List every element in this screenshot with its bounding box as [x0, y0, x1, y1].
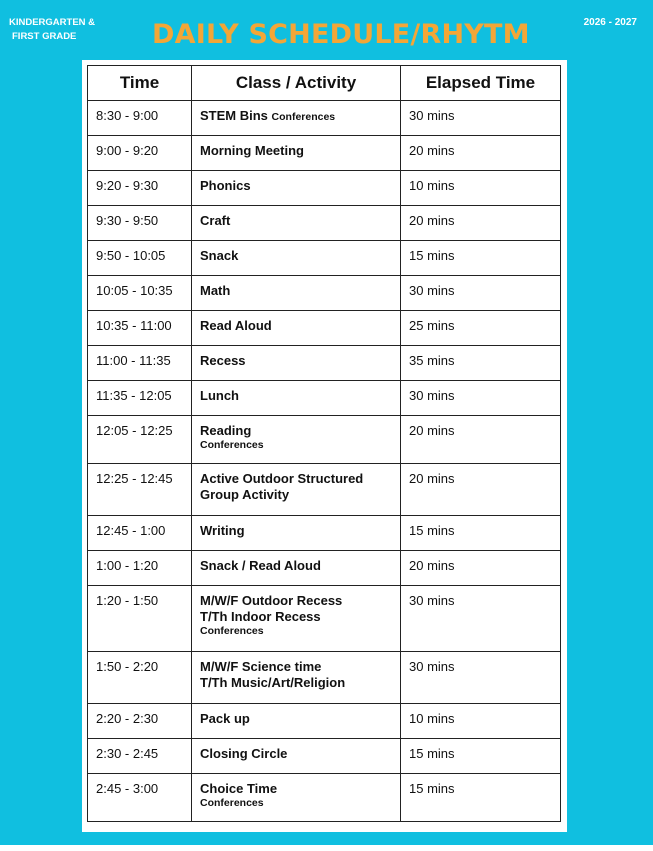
row-elapsed: 15 mins — [401, 516, 561, 551]
activity-line: Choice Time — [200, 781, 278, 796]
grade-label — [9, 16, 95, 44]
table-row — [88, 774, 561, 822]
schedule-card — [82, 60, 567, 832]
activity-line: Read Aloud — [200, 318, 272, 333]
activity-line: Math — [200, 283, 231, 298]
activity-line: Snack / Read Aloud — [200, 558, 321, 573]
row-elapsed: 30 mins — [401, 586, 561, 652]
activity-line: T/Th Indoor Recess — [200, 609, 321, 624]
table-row — [88, 704, 561, 739]
row-elapsed: 20 mins — [401, 206, 561, 241]
row-elapsed: 15 mins — [401, 739, 561, 774]
header-elapsed: Elapsed Time — [401, 66, 561, 101]
row-time: 1:20 - 1:50 — [88, 586, 192, 652]
row-time: 12:45 - 1:00 — [88, 516, 192, 551]
row-elapsed: 15 mins — [401, 774, 561, 822]
activity-note: Conferences — [200, 797, 264, 809]
row-activity — [192, 206, 401, 241]
grade-label-line-1: KINDERGARTEN & — [9, 17, 96, 28]
activity-line: Active Outdoor Structured — [200, 471, 364, 486]
activity-line: M/W/F Science time — [200, 659, 322, 674]
activity-line: Morning Meeting — [200, 143, 304, 158]
activity-line: Pack up — [200, 711, 250, 726]
table-row — [88, 416, 561, 464]
row-elapsed: 30 mins — [401, 381, 561, 416]
activity-note: Conferences — [200, 625, 264, 637]
row-time: 12:25 - 12:45 — [88, 464, 192, 516]
row-elapsed: 30 mins — [401, 652, 561, 704]
row-time: 1:50 - 2:20 — [88, 652, 192, 704]
table-row — [88, 276, 561, 311]
row-activity — [192, 704, 401, 739]
table-row — [88, 101, 561, 136]
row-activity — [192, 739, 401, 774]
row-elapsed: 20 mins — [401, 464, 561, 516]
table-row — [88, 381, 561, 416]
table-row — [88, 171, 561, 206]
activity-note: Conferences — [200, 439, 264, 451]
row-elapsed: 15 mins — [401, 241, 561, 276]
row-time: 10:35 - 11:00 — [88, 311, 192, 346]
row-time: 9:00 - 9:20 — [88, 136, 192, 171]
row-time: 2:30 - 2:45 — [88, 739, 192, 774]
row-time: 12:05 - 12:25 — [88, 416, 192, 464]
row-time: 9:30 - 9:50 — [88, 206, 192, 241]
table-row — [88, 346, 561, 381]
row-activity — [192, 101, 401, 136]
row-activity — [192, 171, 401, 206]
activity-line: Closing Circle — [200, 746, 288, 761]
page-title: DAILY SCHEDULE/RHYTM — [152, 19, 530, 50]
header-time: Time — [88, 66, 192, 101]
row-elapsed: 30 mins — [401, 101, 561, 136]
table-row — [88, 586, 561, 652]
table-row — [88, 311, 561, 346]
row-elapsed: 25 mins — [401, 311, 561, 346]
row-activity — [192, 551, 401, 586]
row-activity — [192, 311, 401, 346]
activity-line: Phonics — [200, 178, 251, 193]
activity-line: M/W/F Outdoor Recess — [200, 593, 343, 608]
row-activity — [192, 276, 401, 311]
activity-line: Craft — [200, 213, 231, 228]
row-time: 2:45 - 3:00 — [88, 774, 192, 822]
row-time: 10:05 - 10:35 — [88, 276, 192, 311]
row-time: 11:35 - 12:05 — [88, 381, 192, 416]
row-elapsed: 20 mins — [401, 136, 561, 171]
row-activity — [192, 416, 401, 464]
activity-line: T/Th Music/Art/Religion — [200, 675, 346, 690]
activity-line: Snack — [200, 248, 239, 263]
table-row — [88, 516, 561, 551]
row-elapsed: 20 mins — [401, 551, 561, 586]
table-header-row — [88, 66, 561, 101]
row-activity — [192, 464, 401, 516]
header-activity: Class / Activity — [192, 66, 401, 101]
row-elapsed: 35 mins — [401, 346, 561, 381]
school-year: 2026 - 2027 — [583, 17, 637, 28]
bottom-strip — [0, 845, 653, 851]
row-activity — [192, 652, 401, 704]
row-activity — [192, 516, 401, 551]
row-time: 1:00 - 1:20 — [88, 551, 192, 586]
row-time: 11:00 - 11:35 — [88, 346, 192, 381]
table-row — [88, 136, 561, 171]
table-row — [88, 206, 561, 241]
table-row — [88, 464, 561, 516]
row-elapsed: 10 mins — [401, 171, 561, 206]
row-activity — [192, 586, 401, 652]
row-activity — [192, 241, 401, 276]
table-row — [88, 551, 561, 586]
schedule-table — [87, 65, 561, 822]
table-row — [88, 652, 561, 704]
row-time: 8:30 - 9:00 — [88, 101, 192, 136]
row-activity — [192, 381, 401, 416]
activity-line: Writing — [200, 523, 245, 538]
activity-line: Reading — [200, 423, 252, 438]
activity-line: STEM Bins — [200, 108, 268, 123]
row-elapsed: 10 mins — [401, 704, 561, 739]
row-activity — [192, 774, 401, 822]
table-row — [88, 739, 561, 774]
grade-label-line-2: FIRST GRADE — [12, 31, 77, 42]
row-elapsed: 20 mins — [401, 416, 561, 464]
row-activity — [192, 346, 401, 381]
row-activity — [192, 136, 401, 171]
schedule-body — [88, 101, 561, 822]
table-row — [88, 241, 561, 276]
row-time: 2:20 - 2:30 — [88, 704, 192, 739]
row-elapsed: 30 mins — [401, 276, 561, 311]
activity-note: Conferences — [271, 111, 336, 123]
activity-line: Lunch — [200, 388, 239, 403]
activity-line: Recess — [200, 353, 246, 368]
activity-line: Group Activity — [200, 487, 290, 502]
row-time: 9:20 - 9:30 — [88, 171, 192, 206]
row-time: 9:50 - 10:05 — [88, 241, 192, 276]
